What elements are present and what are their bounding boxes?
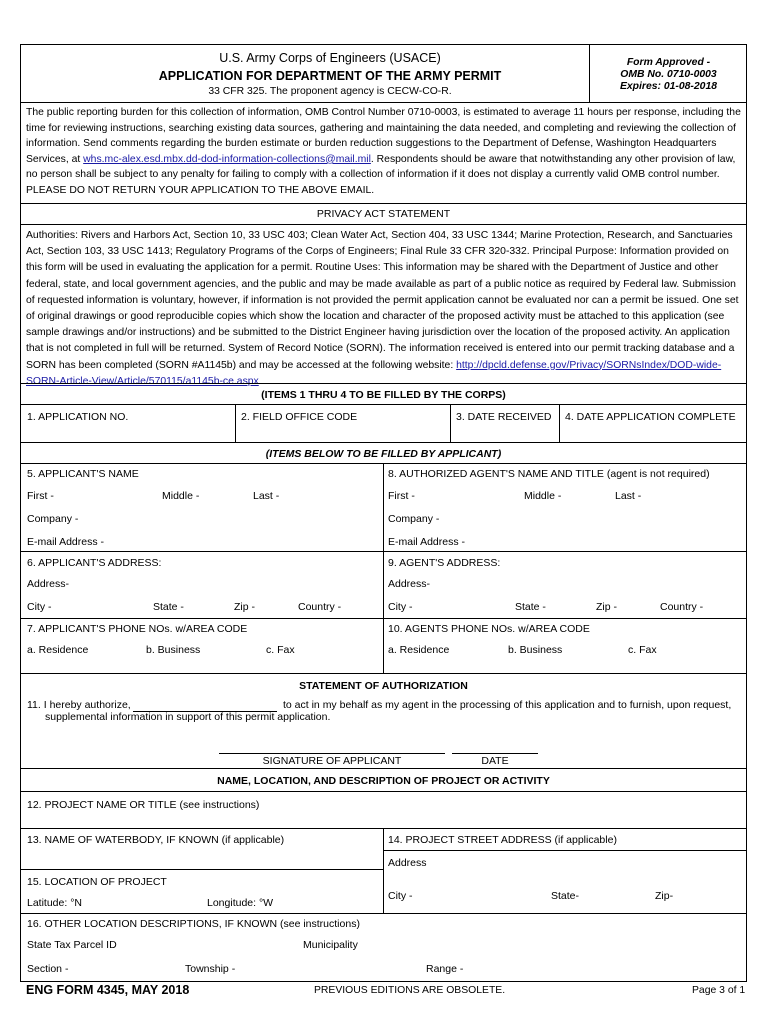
range-field[interactable]: Range - bbox=[426, 963, 464, 975]
longitude-field[interactable]: Longitude: °W bbox=[207, 897, 274, 909]
applicant-first-name[interactable]: First - bbox=[27, 490, 54, 502]
applicant-phone-business[interactable]: b. Business bbox=[146, 644, 201, 656]
date-label: DATE bbox=[481, 755, 509, 767]
applicant-company[interactable]: Company - bbox=[27, 513, 79, 525]
applicant-middle-name[interactable]: Middle - bbox=[162, 490, 200, 502]
project-heading: NAME, LOCATION, AND DESCRIPTION OF PROJECT OR ACTIVITY bbox=[217, 775, 550, 787]
applicant-address-label: 6. APPLICANT'S ADDRESS: bbox=[27, 557, 162, 569]
authorization-text-middle: to act in my behalf as my agent in the processing of this application and to furnish, upon request, bbox=[283, 699, 732, 711]
other-location-label: 16. OTHER LOCATION DESCRIPTIONS, IF KNOWN (see instructions) bbox=[27, 918, 360, 930]
project-state-field[interactable]: State- bbox=[551, 890, 580, 902]
authorization-heading: STATEMENT OF AUTHORIZATION bbox=[299, 680, 468, 692]
date-received-field[interactable]: 3. DATE RECEIVED bbox=[456, 411, 552, 423]
sorn-link[interactable]: http://dpcld.defense.gov/Privacy/SORNsIndex/DOD-wide-SORN-Article-View/Article/570115/a1145b-ce.aspx bbox=[26, 359, 722, 387]
burden-text-end: . Respondents should be aware that notwithstanding any other provision of law, no person shall be subject to any penalty for failing to comply with a collection of information if it does not display a currently valid OMB control number. PLEASE DO NOT RETURN YOUR APPLICATION TO THE ABOVE EMAIL. bbox=[26, 153, 736, 196]
applicant-address[interactable]: Address- bbox=[27, 578, 70, 590]
agent-phone-residence[interactable]: a. Residence bbox=[388, 644, 450, 656]
burden-text: The public reporting burden for this collection of information, OMB Control Number 0710-0003, is estimated to average 11 hours per response, including the time for reviewing instructions, searching existing data sources, gathering and maintaining the data needed, and completing and reviewing the collection of information. Send comments regarding the burden estimate or burden reduction suggestions to the Department of Defense, Washington Headquarters Services, at bbox=[26, 107, 741, 165]
omb-number: OMB No. 0710-0003 bbox=[620, 69, 717, 80]
date-complete-field[interactable]: 4. DATE APPLICATION COMPLETE bbox=[565, 411, 736, 423]
section-field[interactable]: Section - bbox=[27, 963, 69, 975]
obsolete-notice: PREVIOUS EDITIONS ARE OBSOLETE. bbox=[314, 985, 506, 996]
authorization-text-start: 11. I hereby authorize, bbox=[27, 699, 131, 711]
project-city-field[interactable]: City - bbox=[388, 890, 413, 902]
expiration-date: Expires: 01-08-2018 bbox=[619, 81, 718, 92]
agent-phone-business[interactable]: b. Business bbox=[508, 644, 563, 656]
agent-phone-label: 10. AGENTS PHONE NOs. w/AREA CODE bbox=[388, 623, 590, 635]
project-zip-field[interactable]: Zip- bbox=[655, 890, 674, 902]
applicant-zip[interactable]: Zip - bbox=[234, 601, 255, 613]
agent-last-name[interactable]: Last - bbox=[615, 490, 642, 502]
applicant-phone-label: 7. APPLICANT'S PHONE NOs. w/AREA CODE bbox=[27, 623, 248, 635]
applicant-phone-residence[interactable]: a. Residence bbox=[27, 644, 89, 656]
form-approved: Form Approved - bbox=[626, 57, 711, 68]
agent-address-label: 9. AGENT'S ADDRESS: bbox=[388, 557, 501, 569]
agent-zip[interactable]: Zip - bbox=[596, 601, 617, 613]
application-no-field[interactable]: 1. APPLICATION NO. bbox=[27, 411, 129, 423]
township-field[interactable]: Township - bbox=[185, 963, 236, 975]
authorization-text-end: supplemental information in support of this permit application. bbox=[45, 711, 331, 723]
applicant-last-name[interactable]: Last - bbox=[253, 490, 280, 502]
agent-state[interactable]: State - bbox=[515, 601, 546, 613]
municipality-field[interactable]: Municipality bbox=[303, 939, 358, 951]
agent-city[interactable]: City - bbox=[388, 601, 413, 613]
applicant-name-label: 5. APPLICANT'S NAME bbox=[27, 468, 139, 480]
applicant-country[interactable]: Country - bbox=[298, 601, 342, 613]
field-office-code-field[interactable]: 2. FIELD OFFICE CODE bbox=[241, 411, 358, 423]
burden-statement bbox=[26, 105, 744, 199]
applicant-state[interactable]: State - bbox=[153, 601, 184, 613]
latitude-field[interactable]: Latitude: °N bbox=[27, 897, 82, 909]
agent-company[interactable]: Company - bbox=[388, 513, 440, 525]
agent-country[interactable]: Country - bbox=[660, 601, 704, 613]
signature-label: SIGNATURE OF APPLICANT bbox=[262, 755, 402, 767]
form-identifier: ENG FORM 4345, MAY 2018 bbox=[26, 983, 190, 997]
page-number: Page 3 of 1 bbox=[692, 985, 746, 996]
form-subtitle: 33 CFR 325. The proponent agency is CECW-CO-R. bbox=[208, 86, 452, 97]
project-name-field[interactable]: 12. PROJECT NAME OR TITLE (see instructions) bbox=[27, 799, 260, 811]
privacy-statement bbox=[26, 228, 744, 390]
agent-address[interactable]: Address- bbox=[388, 578, 431, 590]
project-street-address-label: 14. PROJECT STREET ADDRESS (if applicable) bbox=[388, 834, 617, 846]
applicant-signature-line[interactable] bbox=[219, 753, 445, 754]
applicant-phone-fax[interactable]: c. Fax bbox=[266, 644, 295, 656]
privacy-text: Authorities: Rivers and Harbors Act, Section 10, 33 USC 403; Clean Water Act, Section 404, 33 USC 1344; Marine Protection, Research, and Sanctuaries Act, Section 103, 33 USC 1413; Regulatory Programs of the Corps of Engineers; Final Rule 33 CFR 320-332. Principal Purpose: Information provided on this form will be used in evaluating the application for a permit. Routine Uses: This information may be shared with the Department of Justice and other federal, state, and local government agencies, and the public and may be made available as part of a public notice as required by Federal law. Submission of requested information is voluntary, however, if information is not provided the permit application cannot be evaluated nor can a permit be issued. One set of original drawings or good reproducible copies which show the location and character of the proposed activity must be attached to this application (see sample drawings and/or instructions) and be submitted to the District Engineer having jurisdiction over the location of the proposed activity. An application that is not completed in full will be returned. System of Record Notice (SORN). The information received is entered into our permit tracking database and a SORN has been completed (SORN #A1145b) and may be accessed at the following website: bbox=[26, 230, 739, 371]
agent-first-name[interactable]: First - bbox=[388, 490, 415, 502]
waterbody-name-field[interactable]: 13. NAME OF WATERBODY, IF KNOWN (if applicable) bbox=[27, 834, 285, 846]
tax-parcel-field[interactable]: State Tax Parcel ID bbox=[27, 939, 117, 951]
agent-email[interactable]: E-mail Address - bbox=[388, 536, 466, 548]
burden-email-link[interactable]: whs.mc-alex.esd.mbx.dd-dod-information-collections@mail.mil bbox=[83, 153, 371, 165]
applicant-email[interactable]: E-mail Address - bbox=[27, 536, 105, 548]
applicant-date-line[interactable] bbox=[452, 753, 538, 754]
agent-middle-name[interactable]: Middle - bbox=[524, 490, 562, 502]
project-location-label: 15. LOCATION OF PROJECT bbox=[27, 876, 167, 888]
applicant-items-heading: (ITEMS BELOW TO BE FILLED BY APPLICANT) bbox=[265, 448, 502, 460]
agency-name: U.S. Army Corps of Engineers (USACE) bbox=[219, 51, 441, 65]
privacy-heading: PRIVACY ACT STATEMENT bbox=[316, 208, 451, 220]
agent-phone-fax[interactable]: c. Fax bbox=[628, 644, 657, 656]
corps-items-heading: (ITEMS 1 THRU 4 TO BE FILLED BY THE CORPS) bbox=[261, 389, 506, 401]
project-address-field[interactable]: Address bbox=[388, 857, 427, 869]
applicant-city[interactable]: City - bbox=[27, 601, 52, 613]
form-title: APPLICATION FOR DEPARTMENT OF THE ARMY PERMIT bbox=[158, 69, 502, 83]
agent-name-label: 8. AUTHORIZED AGENT'S NAME AND TITLE (agent is not required) bbox=[388, 468, 710, 480]
